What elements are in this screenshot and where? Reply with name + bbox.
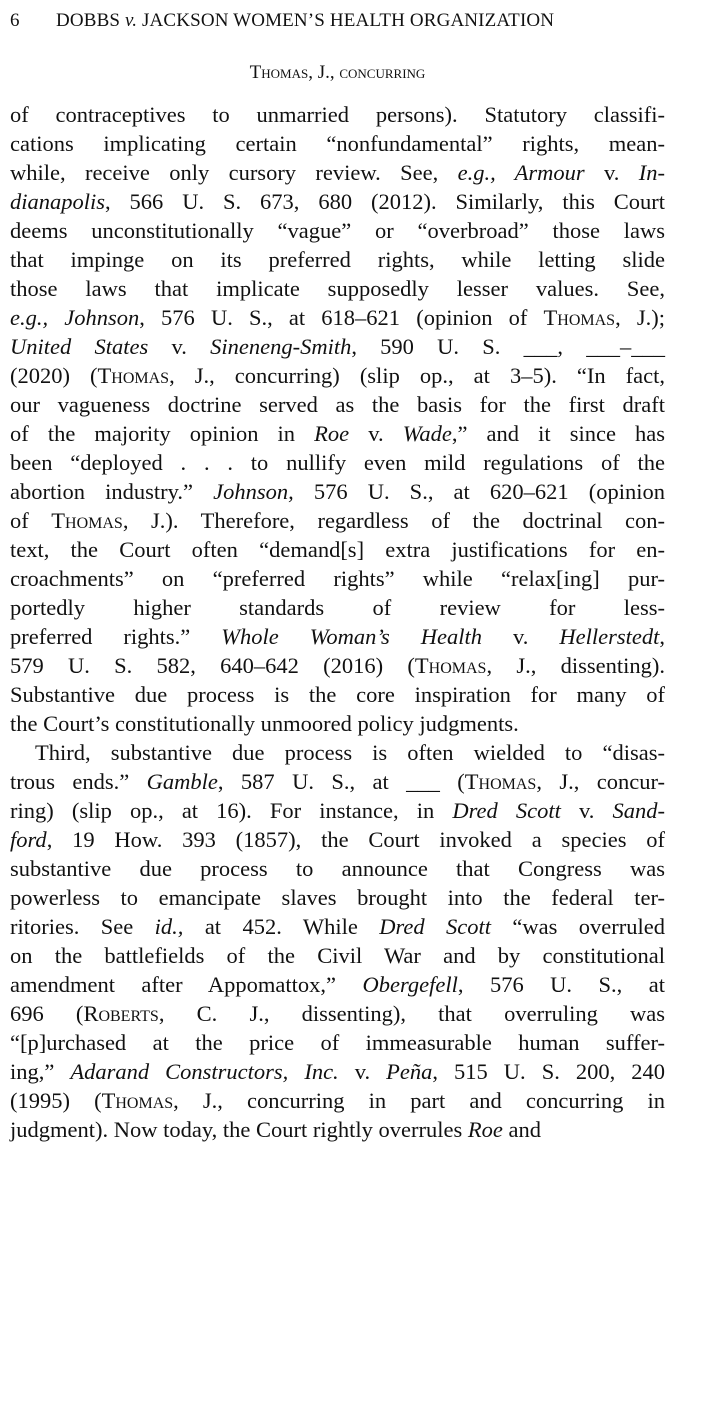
text-line: [10, 825, 665, 854]
text-segment: , J.);: [615, 305, 665, 330]
case-citation: In-: [638, 160, 665, 185]
text-segment: those laws that implicate supposedly lesser values. See,: [10, 276, 665, 301]
text-segment: , 19 How. 393 (1857), the Court invoked a species of: [46, 827, 665, 852]
text-segment: the Court’s constitutionally unmoored policy judgments.: [10, 711, 519, 736]
text-line: [10, 883, 665, 912]
text-segment: of the majority opinion in: [10, 421, 315, 446]
text-segment: , 566 U. S. 673, 680 (2012). Similarly, this Court: [105, 189, 665, 214]
text-line: [10, 100, 665, 129]
text-segment: ing,”: [10, 1059, 71, 1084]
text-segment: , J., concurring in part and concurring in: [173, 1088, 665, 1113]
text-segment: our vagueness doctrine served as the basis for the first draft: [10, 392, 665, 417]
text-line: [10, 361, 665, 390]
text-segment: portedly higher standards of review for less-: [10, 595, 665, 620]
text-segment: 576 U. S., at 620–621 (opinion: [293, 479, 665, 504]
text-line: [10, 506, 665, 535]
case-citation: Gamble: [146, 769, 218, 794]
text-segment: at 452. While: [183, 914, 380, 939]
text-segment: v.: [148, 334, 211, 359]
text-line: [10, 303, 665, 332]
case-citation: Sineneng-Smith: [210, 334, 352, 359]
text-segment: judgment). Now today, the Court rightly overrules: [10, 1117, 468, 1142]
text-segment: ,” and it since has: [451, 421, 666, 446]
case-citation: Dred Scott: [379, 914, 491, 939]
text-segment: substantive due process to announce that Congress was: [10, 856, 665, 881]
case-citation: Obergefell: [362, 972, 458, 997]
text-line: [10, 999, 665, 1028]
text-segment: , J., concurring) (slip op., at 3–5). “In fact,: [169, 363, 665, 388]
text-segment: Third, substantive due process is often wielded to “disas-: [35, 740, 665, 765]
text-segment: abortion industry.”: [10, 479, 214, 504]
text-segment: trous ends.”: [10, 769, 147, 794]
text-line: [10, 738, 665, 767]
text-line: [10, 796, 665, 825]
text-segment: on the battlefields of the Civil War and by constitutional: [10, 943, 665, 968]
text-segment: v.: [349, 421, 403, 446]
text-segment: , 515 U. S. 200, 240: [432, 1059, 666, 1084]
text-line: [10, 912, 665, 941]
text-segment: v.: [584, 160, 639, 185]
case-citation: dianapolis: [10, 189, 106, 214]
text-segment: croachments” on “preferred rights” while “relax[ing] pur-: [10, 566, 665, 591]
justice-name: Roberts: [83, 1001, 159, 1026]
text-line: [10, 158, 665, 187]
opinion-body: [10, 100, 665, 1144]
text-line: [10, 941, 665, 970]
case-title-part: JACKSON WOMEN’S HEALTH ORGANIZATION: [137, 10, 555, 31]
text-line: [10, 274, 665, 303]
text-segment: powerless to emancipate slaves brought into the federal ter-: [10, 885, 665, 910]
text-line: [10, 477, 665, 506]
text-line: [10, 419, 665, 448]
justice-name: Thomas: [51, 508, 123, 533]
text-segment: 579 U. S. 582, 640–642 (2016) (: [10, 653, 415, 678]
text-segment: , J.). Therefore, regardless of the doctrinal con-: [122, 508, 665, 533]
text-segment: while, receive only cursory review. See,: [10, 160, 458, 185]
case-citation: Sand-: [612, 798, 665, 823]
text-line: [10, 129, 665, 158]
text-segment: , J., dissenting).: [486, 653, 665, 678]
case-citation: e.g., Armour: [457, 160, 585, 185]
text-segment: deems unconstitutionally “vague” or “overbroad” those laws: [10, 218, 665, 243]
text-line: [10, 680, 665, 709]
text-segment: and: [502, 1117, 541, 1142]
text-segment: 696 (: [10, 1001, 84, 1026]
case-title-versus: v.: [125, 10, 138, 31]
text-line: [10, 1086, 665, 1115]
text-segment: amendment after Appomattox,”: [10, 972, 363, 997]
text-segment: , 587 U. S., at ___ (: [217, 769, 465, 794]
text-segment: v.: [338, 1059, 387, 1084]
text-line: [10, 187, 665, 216]
text-segment: (2020) (: [10, 363, 98, 388]
text-segment: , J., concur-: [536, 769, 666, 794]
text-line: [10, 245, 665, 274]
case-citation: Roe: [467, 1117, 503, 1142]
page-number: 6: [10, 10, 20, 31]
text-segment: , 576 U. S., at: [457, 972, 665, 997]
case-citation: Roe: [314, 421, 350, 446]
justice-name: Thomas: [97, 363, 170, 388]
text-segment: cations implicating certain “nonfundamental” rights, mean-: [10, 131, 665, 156]
text-segment: ritories. See: [10, 914, 155, 939]
justice-name: Thomas: [414, 653, 487, 678]
text-segment: been “deployed . . . to nullify even mild regulations of the: [10, 450, 665, 475]
case-citation: id.,: [154, 914, 184, 939]
text-segment: of contraceptives to unmarried persons). Statutory classifi-: [10, 102, 665, 127]
text-line: [10, 854, 665, 883]
text-line: [10, 651, 665, 680]
text-segment: text, the Court often “demand[s] extra justifications for en-: [10, 537, 665, 562]
text-line: [10, 332, 665, 361]
text-line: [10, 1115, 665, 1144]
text-segment: of: [10, 508, 52, 533]
justice-name: Thomas: [464, 769, 537, 794]
text-line: [10, 564, 665, 593]
text-line: [10, 709, 665, 738]
text-line: [10, 1057, 665, 1086]
text-line: [10, 767, 665, 796]
text-segment: , 590 U. S. ___, ___–___: [351, 334, 666, 359]
case-title: [56, 10, 554, 32]
text-line: [10, 535, 665, 564]
text-line: [10, 622, 665, 651]
text-segment: , 576 U. S., at 618–621 (opinion of: [139, 305, 544, 330]
text-line: [10, 970, 665, 999]
case-citation: e.g., Johnson: [10, 305, 140, 330]
case-citation: Hellerstedt: [559, 624, 660, 649]
text-segment: (1995) (: [10, 1088, 102, 1113]
case-citation: Whole Woman’s Health: [221, 624, 482, 649]
text-segment: that impinge on its preferred rights, while letting slide: [10, 247, 665, 272]
text-segment: “[p]urchased at the price of immeasurable human suffer-: [10, 1030, 665, 1055]
text-line: [10, 593, 665, 622]
text-segment: ring) (slip op., at 16). For instance, in: [10, 798, 453, 823]
text-line: [10, 216, 665, 245]
case-citation: Dred Scott: [452, 798, 561, 823]
text-segment: “was overruled: [491, 914, 665, 939]
text-segment: preferred rights.”: [10, 624, 222, 649]
text-segment: Substantive due process is the core inspiration for many of: [10, 682, 665, 707]
text-segment: v.: [560, 798, 613, 823]
justice-name: Thomas: [543, 305, 616, 330]
justice-name: Thomas: [101, 1088, 174, 1113]
case-citation: ford: [10, 827, 47, 852]
text-segment: v.: [482, 624, 560, 649]
case-citation: Adarand Constructors, Inc.: [70, 1059, 339, 1084]
text-line: [10, 1028, 665, 1057]
text-line: [10, 448, 665, 477]
case-title-part: DOBBS: [56, 10, 126, 31]
case-citation: Peña: [386, 1059, 433, 1084]
case-citation: United States: [10, 334, 149, 359]
case-citation: Johnson,: [213, 479, 294, 504]
text-segment: ,: [659, 624, 665, 649]
opinion-label: Thomas, J., concurring: [249, 62, 426, 83]
text-line: [10, 390, 665, 419]
case-citation: Wade: [402, 421, 452, 446]
running-header: [10, 10, 700, 34]
text-segment: , C. J., dissenting), that overruling was: [158, 1001, 666, 1026]
